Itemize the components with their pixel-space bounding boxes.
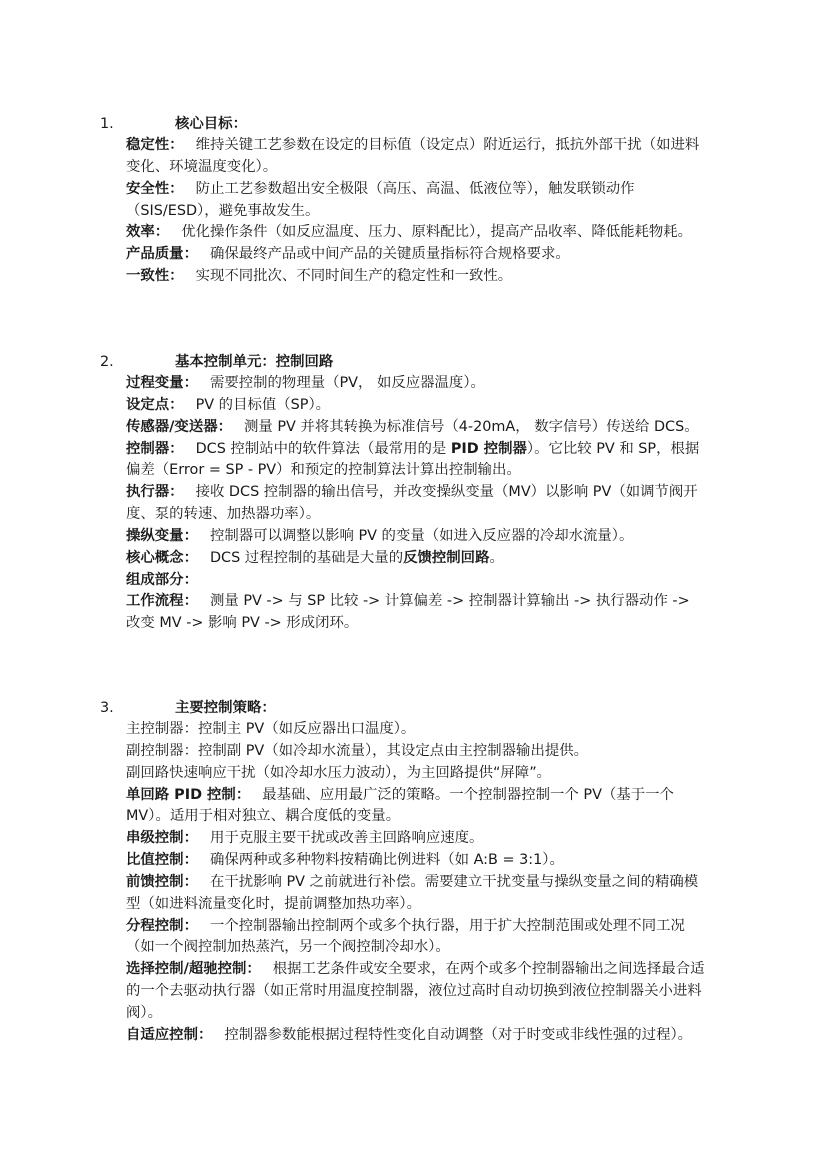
item-label: 工作流程：	[126, 593, 198, 610]
section-heading	[0, 112, 826, 136]
item-label: 分程控制：	[126, 917, 198, 934]
item-label: 串级控制：	[126, 830, 198, 847]
section-number: 2.	[100, 354, 114, 370]
list-item	[126, 828, 706, 850]
list-item	[126, 439, 706, 483]
item-label: 选择控制/超驰控制：	[126, 961, 261, 978]
item-label: 效率：	[126, 224, 170, 241]
item-text: 需要控制的物理量（PV， 如反应器温度）。	[209, 375, 485, 391]
item-label: 控制器：	[126, 440, 184, 457]
item-label: 执行器：	[126, 484, 184, 501]
item-text: 接收 DCS 控制器的输出信号，并改变操纵变量（MV）以影响 PV（如调节阀开度、泵的转速、加热器功率）。	[126, 484, 698, 523]
list-item	[126, 785, 706, 829]
list-item	[126, 570, 706, 592]
item-label: 稳定性：	[126, 137, 184, 153]
section-body	[126, 135, 706, 288]
section-control-loop	[0, 350, 826, 632]
item-emphasis: PID 控制器	[450, 440, 527, 457]
list-item	[126, 1025, 706, 1047]
list-item	[126, 526, 706, 548]
list-item	[126, 916, 706, 960]
list-item	[126, 266, 706, 288]
item-text: 测量 PV -> 与 SP 比较 -> 计算偏差 -> 控制器计算输出 -> 执行器动作 -> 改变 MV -> 影响 PV -> 形成闭环。	[126, 593, 690, 632]
item-text: DCS 过程控制的基础是大量的	[209, 549, 404, 566]
item-label: 核心概念：	[126, 549, 198, 566]
plain-line: 副控制器：控制副 PV（如冷却水流量），其设定点由主控制器输出提供。	[126, 742, 589, 759]
section-heading	[0, 696, 826, 720]
item-text: 防止工艺参数超出安全极限（高压、高温、低液位等），触发联锁动作（SIS/ESD），避免事故发生。	[126, 180, 635, 219]
item-label: 比值控制：	[126, 852, 198, 869]
item-label: 前馈控制：	[126, 873, 198, 890]
section-core-goals	[0, 112, 826, 285]
section-body	[126, 373, 706, 635]
item-label: 单回路 PID 控制：	[126, 786, 251, 803]
item-text: 用于克服主要干扰或改善主回路响应速度。	[209, 830, 484, 847]
item-text: 维持关键工艺参数在设定的目标值（设定点）附近运行，抵抗外部干扰（如进料变化、环境温度变化）。	[126, 137, 700, 175]
item-text: DCS 控制站中的软件算法（最常用的是	[195, 440, 451, 457]
item-text: 确保最终产品或中间产品的关键质量指标符合规格要求。	[209, 246, 570, 263]
item-label: 安全性：	[126, 180, 184, 197]
item-label: 设定点：	[126, 396, 184, 413]
item-text: 控制器可以调整以影响 PV 的变量（如进入反应器的冷却水流量）。	[209, 527, 634, 544]
item-text: 最基础、应用最广泛的策略。一个控制器控制一个 PV（基于一个 MV）。适用于相对独立、耦合度低的变量。	[126, 786, 674, 825]
item-emphasis: 反馈控制回路	[403, 549, 490, 566]
item-label: 传感器/变送器：	[126, 418, 232, 435]
item-text: 优化操作条件（如反应温度、压力、原料配比），提高产品收率、降低能耗物耗。	[181, 224, 693, 241]
list-item	[126, 222, 706, 244]
list-item	[126, 482, 706, 526]
item-text: 测量 PV 并将其转换为标准信号（4-20mA， 数字信号）传送给 DCS。	[244, 418, 699, 435]
list-item	[126, 959, 706, 1025]
list-item	[126, 548, 706, 570]
section-body	[126, 719, 706, 1047]
item-text: ）。它比较 PV 和 SP，根据偏差（Error = SP - PV）和预定的控制算法计算出控制输出。	[126, 440, 700, 479]
plain-line: 副回路快速响应干扰（如冷却水压力波动），为主回路提供“屏障”。	[126, 764, 552, 781]
section-control-strategies	[0, 696, 826, 1043]
list-item	[126, 373, 706, 395]
item-text: PV 的目标值（SP）。	[195, 396, 331, 413]
plain-line: 主控制器：控制主 PV（如反应器出口温度）。	[126, 721, 416, 737]
section-heading	[0, 350, 826, 374]
item-text: 。	[489, 549, 504, 566]
section-number: 3.	[100, 700, 114, 716]
list-item	[126, 417, 706, 439]
item-text: 一个控制器输出控制两个或多个执行器，用于扩大控制范围或处理不同工况（如一个阀控制加热蒸汽，另一个阀控制冷却水）。	[126, 917, 685, 956]
list-item	[126, 591, 706, 635]
list-item	[126, 850, 706, 872]
list-item	[126, 244, 706, 266]
list-item	[126, 135, 706, 179]
item-label: 产品质量：	[126, 246, 198, 263]
list-item	[126, 872, 706, 916]
item-label: 组成部分：	[126, 571, 198, 588]
item-text: 根据工艺条件或安全要求，在两个或多个控制器输出之间选择最合适的一个去驱动执行器（如正常时用温度控制器，液位过高时自动切换到液位控制器关小进料阀）。	[126, 961, 705, 1021]
section-title: 主要控制策略：	[175, 700, 276, 716]
item-text: 在干扰影响 PV 之前就进行补偿。需要建立干扰变量与操纵变量之间的精确模型（如进料流量变化时，提前调整加热功率）。	[126, 873, 699, 912]
list-item	[126, 395, 706, 417]
item-label: 过程变量：	[126, 375, 198, 391]
item-label: 一致性：	[126, 268, 184, 285]
item-text: 实现不同批次、不同时间生产的稳定性和一致性。	[195, 268, 513, 285]
list-item	[126, 179, 706, 223]
item-label: 自适应控制：	[126, 1026, 213, 1043]
section-number: 1.	[100, 116, 114, 132]
section-title: 核心目标：	[175, 116, 247, 132]
item-text: 控制器参数能根据过程特性变化自动调整（对于时变或非线性强的过程）。	[224, 1026, 693, 1043]
section-title: 基本控制单元：控制回路	[175, 354, 334, 370]
item-label: 操纵变量：	[126, 527, 198, 544]
item-text: 确保两种或多种物料按精确比例进料（如 A:B = 3:1）。	[209, 852, 564, 869]
